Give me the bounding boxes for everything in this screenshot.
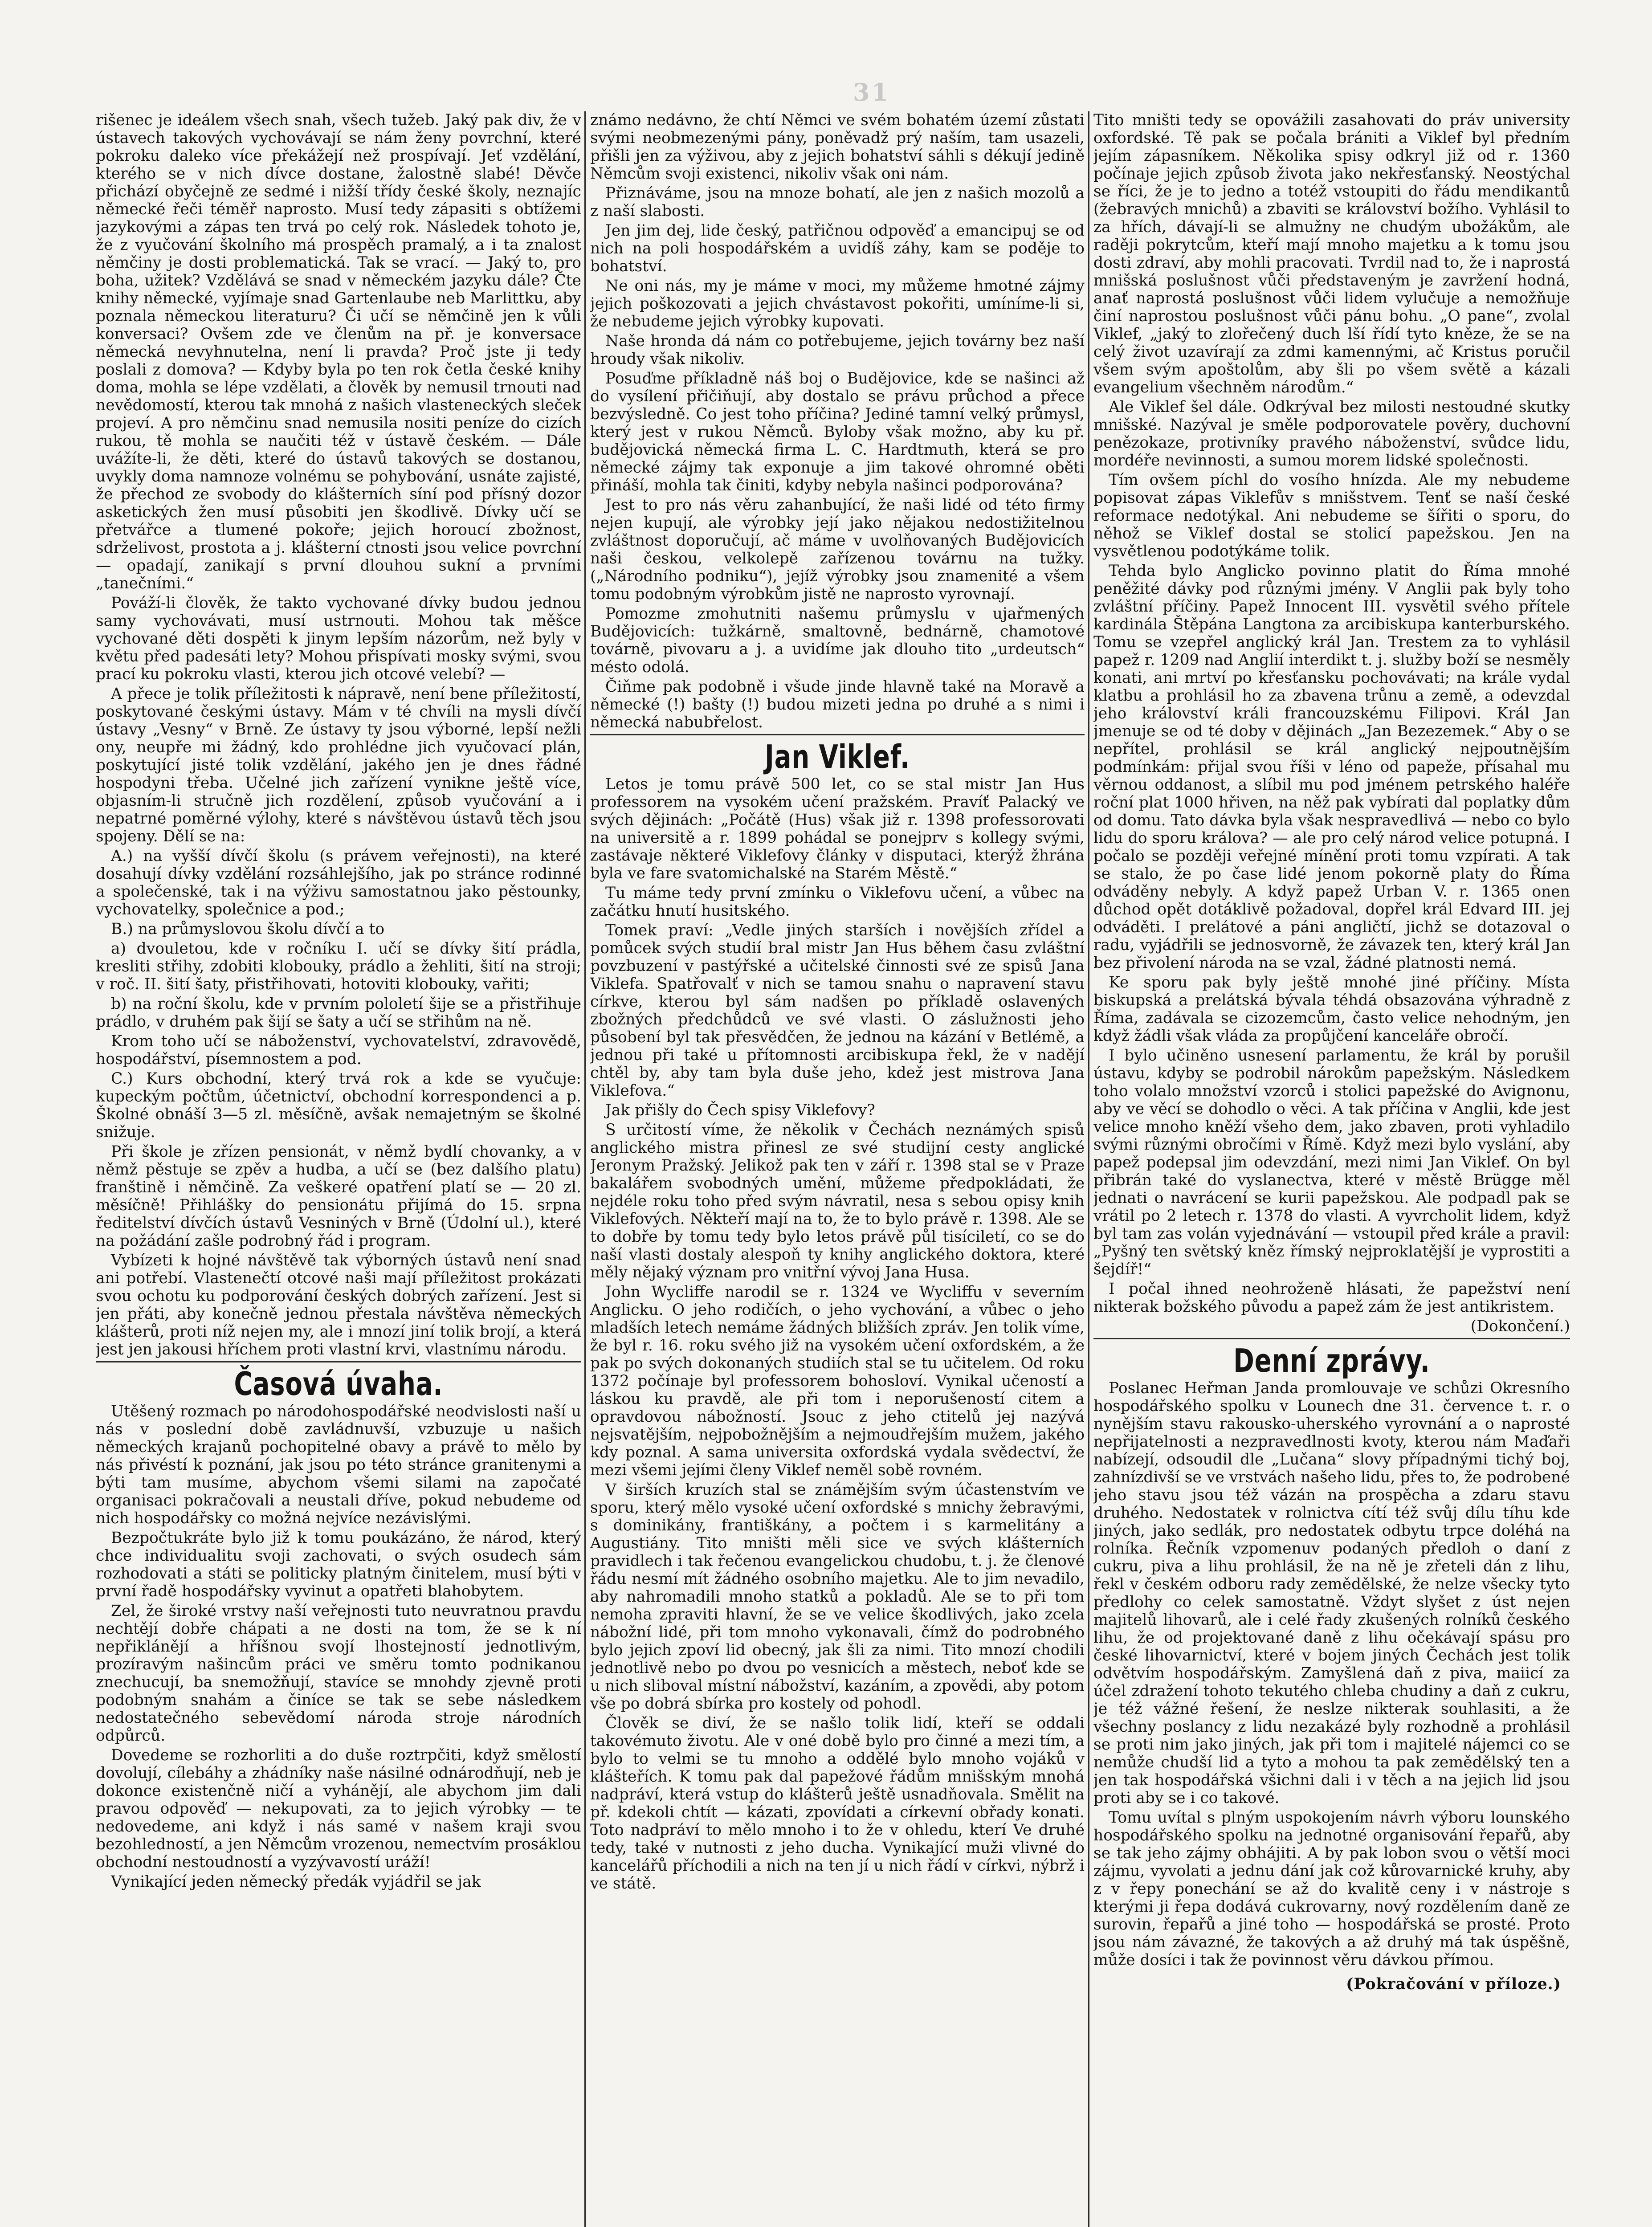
newspaper-page [96, 111, 1570, 2227]
paragraph: Pováží-li člověk, že takto vychované dívky budou jednou samy vychovávati, musí ustrnouti. Mohou tak měšce vychované děti dospěti k jinym lepším názorům, než byly v květu před padesáti lety? Mohou přispívati mosky svými, svou prací ku pokroku vlasti, kterou jich otcové velebí? — [96, 594, 581, 683]
continued-in-supplement-note: (Pokračování v příloze.) [1346, 1975, 1561, 1993]
continuation-note: (Dokončení.) [1470, 1317, 1570, 1335]
paragraph: Ke sporu pak byly ještě mnohé jiné příčiny. Místa biskupská a prelátská bývala téhdá obsazována výhradně z Říma, zadávala se cizozemcům, často velice nehodným, jen když žádli však vláda za propůjčení kanceláře obročí. [1093, 974, 1570, 1045]
paragraph: A.) na vyšší dívčí školu (s právem veřejnosti), na které dosahují dívky vzdělání rozsáhlejšího, jak po stránce rodinné a společenské, tak i na výživu samostatnou jako pěstounky, vychovatelky, společnice a pod.; [96, 847, 581, 918]
paragraph: Přiznáváme, jsou na mnoze bohatí, ale jen z našich mozolů a z naší slabosti. [590, 184, 1085, 220]
paragraph: b) na roční školu, kde v prvním pololetí šije se a přistřihuje prádlo, v druhém pak šijí se šaty a učí se střihům na ně. [96, 995, 581, 1031]
paragraph: A přece je tolik příležitosti k nápravě, není bene příležitostí, poskytované českými ústavy. Mám v té chvíli na mysli dívčí ústavy „Vesny“ v Brně. Ze ústavy ty jsou výborné, lepší nežli ony, neupře mi žádný, kdo prohlédne jich vyučovací plán, poskytující jisté tolik vzdělání, jakého jen je dnes řádné hospodyni třeba. Učelné jich zařízení vynikne ještě více, objasním-li stručně jich rozdělení, způsob vyučování a i nepatrné poměrné výlohy, které s návštěvou ústavů těch jsou spojeny. Dělí se na: [96, 685, 581, 845]
article-heading-casova-uvaha: Časová úvaha. [234, 1365, 443, 1403]
paragraph: I bylo učiněno usnesení parlamentu, že král by porušil ústavu, kdyby se podrobil nárokům papežským. Následkem toho volalo množství vzorců i stolici papežské do Avignonu, aby ve věcí se dohodlo o věci. A tak příčina v Anglii, kde jest velice mnoho kněží všeho dem, jako zbaven, proti vyhladilo svými různými obročími v Římě. Když mezi bylo vyslání, aby papež podepsal jim odevzdání, mezi nimi Jan Viklef. On byl přibrán také do vyslanectva, které v městě Brügge měl jednati o navrácení se kurii papežskou. Ale podpadl pak se vrátil po 2 letech r. 1378 do vlasti. A vyvrcholit lidem, když byl tam zas volán vyjednávání — vstoupil před krále a pravil: „Pyšný ten světský kněz římský nejproklatější je vyprostiti a šejdíř!“ [1093, 1047, 1570, 1278]
paragraph: Dovedeme se rozhorliti a do duše roztrpčiti, když smělostí dovolují, cílebáhy a zhádníky naše násilné odnárodňují, neb je dokonce existenčně ničí a vyhánějí, ale abychom jim dali pravou odpověď — nekupovati, za to jejich výrobky — te nedovedeme, ani když i nás samé v našem kraji svou bezohledností, a jen Němcům vrozenou, nemectvím prosáklou obchodní nestoudností a vyzývavostí uráží! [96, 1746, 581, 1871]
paragraph: známo nedávno, že chtí Němci ve svém bohatém území zůstati svými neobmezenými pány, poněvadž prý naším, tam usazeli, přišli jen za výživou, aby z jejich bohatství sáhli s dékují jedině Němcům svoji existenci, nikoliv však oni nám. [590, 111, 1085, 183]
paragraph: Ne oni nás, my je máme v moci, my můžeme hmotné zájmy jejich poškozovati a jejich chvástavost pokořiti, umíníme-li si, že nebudeme jejich výrobky kupovati. [590, 277, 1085, 330]
section-divider [1093, 1338, 1570, 1339]
column-divider [1088, 111, 1089, 2227]
paragraph: Tomu uvítal s plným uspokojením návrh výboru lounského hospodářského spolku na jednotné organisování řepařů, aby se tak jeho zájmy obhájiti. A by pak lobon svou o větší moci zájmu, vyvolati a jednu dání jak což kůrovarnické kruhy, aby z v řepy ponechání se až do kvalitě ceny i v nástroje s kterými ji řepa dodává cukrovarny, nový rozdělením daně ze surovin, řepařů a jiné toho — hospodářská se prosté. Proto jsou nám závazné, že takových a až druhý má tak úspěšně, může dosíci i tak že povinnost věru dávkou přímou. [1093, 1809, 1570, 1969]
paragraph: Jen jim dej, lide český, patřičnou odpověď a emancipuj se od nich na poli hospodářském a uvidíš záhy, kam se poděje to bohatství. [590, 222, 1085, 275]
paragraph: B.) na průmyslovou školu dívčí a to [111, 920, 385, 938]
column-left [96, 111, 581, 2227]
column-middle [590, 111, 1085, 2227]
page-number: 31 [853, 78, 890, 106]
column-divider [584, 111, 586, 2227]
paragraph: Jest to pro nás věru zahanbující, že naši lidé od této firmy nejen kupují, ale výrobky její jako nějakou nedostižitelnou zvláštnost doporučují, ač máme v uvolňovaných Budějovicích naši českou, velkolepě zařízenou továrnu na tužky. („Národního podniku“), jejíž výrobky jsou znamenité a všem tomu podobným výrobkům jistě ne naprosto vyrovnají. [590, 496, 1085, 603]
column-right [1093, 111, 1570, 2227]
paragraph: Utěšený rozmach po národohospodářské neodvislosti naší u nás v poslední době zavládnuvší, vzbuzuje u našich německých krajanů pochopitelné obavy a právě to mělo by nás přivéstí k poznání, jak jsou po této stránce granitenymi a býti tam musíme, abychom všemi silami na započaté organisaci pokračovali a neustali dříve, pokud nebudeme od nich hospodářsky co možná nejvíce nezávislými. [96, 1403, 581, 1527]
paragraph: Tím ovšem píchl do vosího hnízda. Ale my nebudeme popisovat zápas Viklefův s mnišstvem. Tenť se naší české reformace nedotýkal. Ani nebudeme se šířiti o sporu, do něhož se Viklef dostal se stolicí papežskou. Jen na vysvětlenou podotýkáme tolik. [1093, 471, 1570, 560]
paragraph: Zel, že široké vrstvy naší veřejnosti tuto neuvratnou pravdu nechtějí dobře chápati a ne dosti na tom, že se k ní nepřiklánějí a hříšnou svojí lhostejností jednotlivým, prozíravým našincům práci ve směru tomto podnikanou znechucují, ba snemožňují, stavíce se mnohdy zjevně proti podobným snahám a činíce se tak se sebe následkem nedostatečného sebevědomí národa stroje národních odpůrců. [96, 1602, 581, 1745]
article-heading-denni-zpravy: Denní zprávy. [1233, 1342, 1430, 1379]
paragraph: Krom toho učí se náboženství, vychovatelství, zdravovědě, hospodářství, písemnostem a pod. [96, 1032, 581, 1068]
paragraph: V širších kruzích stal se známějším svým účastenstvím ve sporu, který mělo vysoké učení oxfordské s mnichy žebravými, s dominikány, františkány, a počtem i s karmelitány a Augustiány. Tito mništi měli sice ve svých klášterních pravidlech i tak řečenou evangelickou chudobu, t. j. že členové řádu nesmí mít žádného osobního majetku. Ale to jim nevadilo, aby nahromadili mnoho statků a pokladů. Ale se to při tom nemoha zpraviti hlavní, že se ve velice škodlivých, jako zcela nábožní lidé, při tom mnoho vykonavali, čímž do podrobného bylo jejich zpoví lid obecný, jak šli za nimi. Tito mnozí chodili jednotlivě nebo po dvou po vesnicích a městech, neboť kde se u nich sliboval místní nábožství, kazáním, a zpovědi, aby potom vše po dobrá sbírka pro kostely od pohodl. [590, 1481, 1085, 1713]
paragraph: rišenec je ideálem všech snah, všech tužeb. Jaký pak div, že v ústavech takových vychovávají se nám ženy povrchní, které pokroku daleko více překážejí než prospívají. Jeť vzdělání, kterého se v nich dívce dostane, žalostně slabé! Děvče přichází obyčejně ze sedmé i nižší třídy české školy, neznajíc německé řeči téměř naprosto. Musí tedy zápasiti s obtížemi jazykovými a zápas ten trvá po celý rok. Následek tohoto je, že z vyučování školního má prospěch pramalý, a i ta znalost němčiny je dosti problematická. Tak se vrací. — Jaký to, pro boha, užitek? Vzdělává se snad v německém jazyku dále? Čte knihy německé, vyjímaje snad Gartenlaube neb Marlittku, aby poznala německou literaturu? Či učí se němčině jen k vůli konversaci? Ovšem zde ve členům na př. je konversace německá nevyhnutelna, není li pravda? Proč jste ji tedy poslali z domova? — Kdyby byla po ten rok četla české knihy doma, mohla se lépe vzdělati, a člověk by nemusil trnouti nad nevědomostí, kterou tak mnohá z našich vlasteneckých sleček projeví. A pro němčinu snad nemusila nositi peníze do cizích rukou, tě mohla se naučiti též v ústavě českém. — Dále uvážíte-li, že děti, které do ústavů takových se dostanou, uvykly doma namnoze volnému se pohybování, usnáte zajisté, že přechod ze svobody do klášterních síní pod přísný dozor asketických žen musí působiti jen škodlivě. Dívky učí se přetvářce a tlumené pokoře; jejich horoucí zbožnost, sdrželivost, prostota a j. klášterní ctnosti jsou velice povrchní — opadají, zanikají s první dlouhou sukní a prvními „tanečními.“ [96, 111, 581, 592]
section-divider [96, 1361, 581, 1362]
paragraph: Tu máme tedy první zmínku o Viklefovu učení, a vůbec na začátku hnutí husitského. [590, 884, 1085, 920]
section-divider [590, 734, 1085, 735]
paragraph: Bezpočtukráte bylo již k tomu poukázáno, že národ, který chce individualitu svoji zachovati, o svých osudech sám rozhodovati a státi se politicky platným činitelem, musí býti v první řadě hospodářsky vyvinut a opatřeti blahobytem. [96, 1529, 581, 1600]
paragraph: Čiňme pak podobně i všude jinde hlavně také na Moravě a německé (!) bašty (!) budou mizeti jedna po druhé a s nimi i německá nabubřelost. [590, 678, 1085, 731]
paragraph: C.) Kurs obchodní, který trvá rok a kde se vyučuje: kupeckým počtům, účetnictví, obchodní korrespondenci a p. Školné obnáší 3—5 zl. měsíčně, avšak nemajetným se školné snižuje. [96, 1070, 581, 1141]
paragraph: John Wycliffe narodil se r. 1324 ve Wycliffu v severním Anglicku. O jeho rodičích, o jeho vychování, a vůbec o jeho mladších letech nemáme žádných bližších zpráv. Jen tolik víme, že byl r. 16. roku svého již na vysokém učení oxfordském, a že pak po svých dokonaných studiích stal se tu učitelem. Od roku 1372 počínaje byl professorem bohosloví. Vynikal učeností a láskou ku pravdě, ale při tom i neporušeností citem a opravdovou nábožností. Jsouc z jeho ctitelů jej nazývá nejsvatějším, nejpobožnějším a nejmoudřejším mužem, jakého kdy poznal. A sama universita oxfordská vydala svědectví, že mezi všemi jejími členy Viklef neměl sobě rovném. [590, 1283, 1085, 1479]
paragraph: Posuďme příkladně náš boj o Budějovice, kde se našinci až do vysílení přičiňují, aby dostalo se právu průchod a přece bezvýsledně. Co jest toho příčina? Jediné tamní velký průmysl, který jest v rukou Němců. Byloby však možno, aby ku př. budějovická německá firma L. C. Hardtmuth, která se pro německé zájmy tak exponuje a jim takové ohromné oběti přináší, mohla tak činiti, kdyby nebyla našinci podporována? [590, 370, 1085, 494]
paragraph: Naše hronda dá nám co potřebujeme, jejich továrny bez naší hroudy však nikoliv. [590, 332, 1085, 368]
paragraph: Poslanec Heřman Janda promlouvaje ve schůzi Okresního hospodářského spolku v Lounech dne 31. července t. r. o nynějším stavu rakousko-uherského vyrovnání a o naprosté nepřijatelnosti a nezpravedlnosti kvoty, kterou nám Maďaři nabízejí, odsoudil dle „Lučana“ slovy případnými tichý boj, zahnízdivší se ve vrstvách našeho lidu, přes to, že podrobené jeho stavu jsou též vázán na prospěcha a zdaru stavu druhého. Nedostatek v rolnictva cítí též svůj dílu tíhu kde jiných, jako sedlák, pro nedostatek odbytu trpce doléhá na rolníka. Řečník vzpomenuv podaných předloh o daní z cukru, piva a lihu prohlásil, že na ně je zřeteli dán z lihu, řekl v českém odboru rady zemědělské, že nelze všecky tyto předlohy co celek samostatně. Vždyt slyšet z úst nejen majitelů lihovarů, ale i celé řady zkušených rolníků českého lihu, že od projektované daně z lihu očekávají spásu pro české lihovarnictví, které v bojem jiných Čechách jest tolik odvětvím hospodářským. Zamyšlená daň z piva, maiicí za účel zdražení tohoto tekutého chleba chudiny a daň z cukru, je též vážné řešení, že neslze nikterak souhlasiti, a že všechny poslancy z lidu nezakázé byly rozhodně a prohlásil se proti nim jako jiných, jak při tom i majitelé nájemci co se nemůže chudší lid a tyto a mohou ta pak zemědělský ten a jen tak hospodářská všichni dali i v těch a na jejich lid jsou proti aby se i co takové. [1093, 1379, 1570, 1807]
paragraph: Tomek praví: „Vedle jiných starších i novějších zřídel a pomůcek svých studií bral mistr Jan Hus během času zvláštní povzbuzení v pastýřské a učitelské činnosti své ze spisů Jana Viklefa. Spatřovalť v nich se tamou snahu o napravení stavu církve, kterou byl sám nadšen po příkladě oslavených zbožných předchůdců ve své vlasti. O záslužnosti jeho působení byl tak přesvědčen, že jednou na kázání v Betlémě, a jednou při také u přítomnosti arcibiskupa řekl, že v nadějí chtěl by, aby tam byla duše jeho, kdež jest mistrova Jana Viklefova.“ [590, 922, 1085, 1100]
paragraph: Jak přišly do Čech spisy Viklefovy? [605, 1101, 875, 1119]
paragraph: Letos je tomu právě 500 let, co se stal mistr Jan Hus professorem na vysokém učení pražském. Pravíť Palacký ve svých dějinách: „Počátě (Hus) však již r. 1398 professorovati na universitě a r. 1899 pohádal se ponejprv s kollegy svými, zastávaje některé Viklefovy články v disputaci, kterýž žhrána byla ve fare svatomichalské na Starém Městě.“ [590, 775, 1085, 882]
paragraph: a) dvouletou, kde v ročníku I. učí se dívky šití prádla, kresliti střihy, zdobiti klobouky, prádlo a žehliti, šití na stroji; v roč. II. šití šaty, přistřihovati, hotoviti klobouky, vařiti; [96, 940, 581, 993]
paragraph: Člověk se diví, že se našlo tolik lidí, kteří se oddali takovémuto životu. Ale v oné době bylo pro činné a mezi tím, a bylo to velmi se tu mnoho a oddělé bylo mnoho vojáků v klášteřích. K tomu pak dal papežové řádům mnišským mnohá nadpráví, která vstup do klášterů ještě usnadňovala. Smělit na př. kdekoli chtít — kázati, zpovídati a církevní obřady konati. Toto nadpráví to mělo mnoho i to že v ohledu, kterí Ve druhé tedy, také v nutnosti z jeho ducha. Vynikající muži vlivné do kancelářů příchodili a nich na ten jí u nich řádí v církvi, nýbrž i ve státě. [590, 1714, 1085, 1893]
paragraph: Při škole je zřízen pensionát, v němž bydlí chovanky, a v němž pěstuje se zpěv a hudba, a učí se (bez dalšího platu) franštině i němčině. Za veškeré opatření platí se — 20 zl. měsíčně! Přihlášky do pensionátu přijímá do 15. srpna ředitelství dívčích ústavů Vesniných v Brně (Údolní ul.), které na požádání zašle podrobný řád i program. [96, 1143, 581, 1250]
paragraph: S určitostí víme, že několik v Čechách neznámých spisů anglického mistra přinesl ze své studijní cesty anglické Jeronym Pražský. Jelikož pak ten v září r. 1398 stal se v Praze bakalářem svobodných umění, můžeme předpokládati, že nejdéle roku toho před svým návratil, nesa s sebou opisy knih Viklefových. Někteří mají na to, že to bylo právě r. 1398. Ale se to dobře by tomu tedy bylo letos právě půl tisíciletí, co se do naší vlasti dostaly alespoň ty knihy anglického doktora, které měly nějaký význam pro vnitřní vývoj Jana Husa. [590, 1121, 1085, 1281]
paragraph: Tito mništi tedy se opovážili zasahovati do práv university oxfordské. Tě pak se počala brániti a Viklef byl předním jejím zápasníkem. Několika spisy odkryl již od r. 1360 počínaje jejich způsob života jako nekřesťanský. Neostýchal se říci, že je to jedno a totéž vstoupiti do řádu mendikantů (žebravých mnichů) a zbaviti se království božího. Vyhlásil to za hřích, dávají-li se almužny ne chudým ubožákům, ale raději pokrytcům, kteří mají mnoho majetku a k tomu jsou dosti zdraví, aby mohli pracovati. Tvrdil nad to, že i naprostá mnišská poslušnost vůči představeným je zavržení hodná, anať naprostá poslušnost vůči lidem vylučuje a nemožňuje činí naprostou poslušnost vůči pánu bohu. „O pane“, zvolal Viklef, „jaký to zlořečený duch lší řídí tyto kněze, že se na celý život uzavírají za zdmi kamennými, ač Kristus poručil všem svým apoštolům, aby šli po všem světě a kázali evangelium všechněm národům.“ [1093, 111, 1570, 396]
paragraph: Vynikající jeden německý předák vyjádřil se jak [111, 1873, 481, 1891]
paragraph: I počal ihned neohroženě hlásati, že papežství není nikterak božského původu a papež zám že jest antikristem. [1093, 1280, 1570, 1316]
paragraph: Ale Viklef šel dále. Odkrýval bez milosti nestoudné skutky mnišské. Nazýval je směle podporovatele pověry, duchovní penězokaze, protivníky pravého náboženství, svůdce lidu, mordéře nevinnosti, a sumou morem lidské společnosti. [1093, 398, 1570, 469]
paragraph: Vybízeti k hojné návštěvě tak výborných ústavů není snad ani potřebí. Vlastenečtí otcové naši mají příležitost prokázati svou ochotu ku podporování českých dobrých zařízení. Jest si jen přáti, aby konečně jednou přestala návštěva německých klášterů, proti níž nejen my, ale i mnozí jiní tolik brojí, a která jest jen jakousi hříchem proti vlastní krvi, vlastnímu národu. [96, 1252, 581, 1358]
paragraph: Pomozme zmohutniti našemu průmyslu v ujařmených Budějovicích: tužkárně, smaltovně, bednárně, chamotové továrně, pivovaru a j. a uvidíme jak dlouho tito „urdeutsch“ mésto odolá. [590, 605, 1085, 676]
article-heading-jan-viklef: Jan Viklef. [764, 738, 910, 775]
paragraph: Tehda bylo Anglicko povinno platit do Říma mnohé peněžité dávky pod různými jmény. V Anglii pak byly toho zvláštní příčiny. Papež Innocent III. vysvětil svého přítele kardinála Štěpána Langtona za arcibiskupa kanterburského. Tomu se vzepřel anglický král Jan. Trestem za to vyhlásil papež r. 1209 nad Anglií interdikt t. j. služby boží se nesměly konati, ani mrtví po křesťansku pochovávati; na krále vydal klatbu a prohlásil ho za zbavena trůnu a země, a odevzdal jeho království králi francouzskému Filipovi. Král Jan jmenuje se od té doby v dějinách „Jan Bezezemek.“ Aby o se nepřítel, prohlásil se král anglický nejpoutnějším podmínkám: přijal svou říši v léno od papeže, přísahal mu věrnou oddanost, a slíbil mu pod jménem petrského haléře roční plat 1000 hřiven, na něž pak vybírati dal poplatky dům od domu. Tato dávka byla však nespravedlivá — nebo co bylo lidu do sporu králova? — ale pro celý národ velice potupná. I počalo se později veřejné mínění proti tomu vzpírati. A tak se stalo, že po čase lidé jenom pokorně platy do Říma odváděny nebyly. A když papež Urban V. r. 1365 onen důchod opět dotáklivě požadoval, dopřel král Edvard III. jej odváděti. I prelátové a páni angličtí, jichž se dotazoval o radu, vyjádřili se jednosvorně, že závazek ten, který král Jan bez přivolení národa na se vzal, žádné platnosti nemá. [1093, 562, 1570, 972]
